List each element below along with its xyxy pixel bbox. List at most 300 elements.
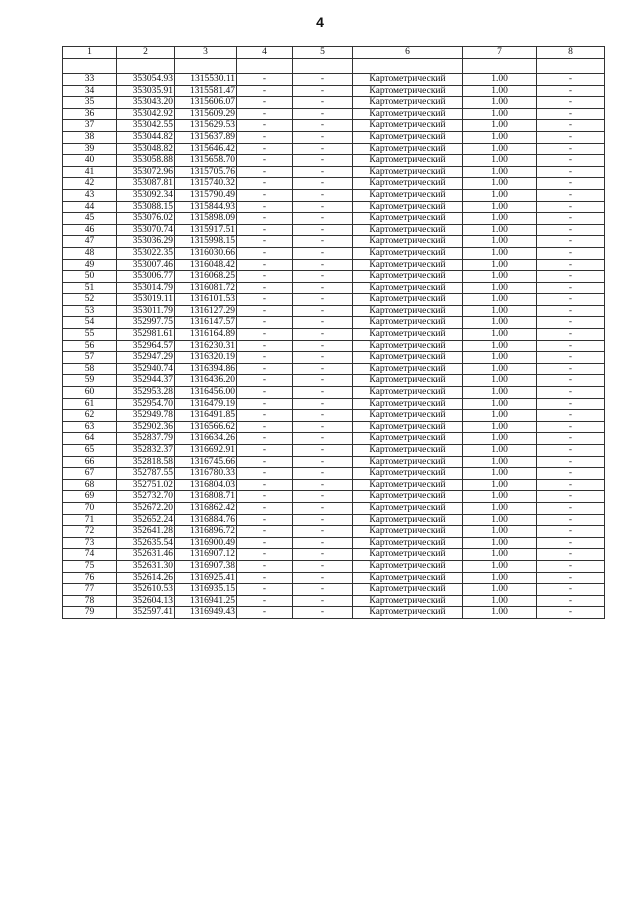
table-row	[63, 433, 605, 445]
table-cell: Картометрический	[353, 178, 463, 190]
table-cell: Картометрический	[353, 85, 463, 97]
table-cell: -	[293, 143, 353, 155]
table-cell: -	[237, 120, 293, 132]
table-cell: 1.00	[463, 247, 537, 259]
table-cell: -	[293, 456, 353, 468]
table-row	[63, 201, 605, 213]
table-cell: -	[537, 74, 605, 86]
table-cell: 72	[63, 526, 117, 538]
table-cell: 1.00	[463, 236, 537, 248]
table-cell: 39	[63, 143, 117, 155]
table-cell: -	[237, 247, 293, 259]
table-cell: -	[293, 108, 353, 120]
table-row	[63, 502, 605, 514]
table-cell: Картометрический	[353, 549, 463, 561]
table-cell: 45	[63, 213, 117, 225]
table-cell: 1315790.49	[175, 189, 237, 201]
table-cell: 353007.46	[117, 259, 175, 271]
table-cell: 352652.24	[117, 514, 175, 526]
table-row	[63, 607, 605, 619]
table-cell: -	[293, 317, 353, 329]
table-cell: -	[237, 560, 293, 572]
table-cell: 1315844.93	[175, 201, 237, 213]
table-cell: -	[293, 514, 353, 526]
table-cell: -	[293, 445, 353, 457]
table-cell: 1316101.53	[175, 294, 237, 306]
table-cell: 353044.82	[117, 131, 175, 143]
table-cell: Картометрический	[353, 224, 463, 236]
coordinates-table	[62, 46, 605, 619]
table-cell: -	[237, 410, 293, 422]
table-cell: 352837.79	[117, 433, 175, 445]
table-cell: -	[293, 410, 353, 422]
table-cell: -	[293, 491, 353, 503]
table-cell: Картометрический	[353, 456, 463, 468]
table-cell: 60	[63, 387, 117, 399]
table-cell: 78	[63, 595, 117, 607]
table-cell: -	[237, 584, 293, 596]
table-row	[63, 178, 605, 190]
table-cell: -	[237, 271, 293, 283]
table-cell: 353072.96	[117, 166, 175, 178]
table-cell: -	[537, 560, 605, 572]
table-cell: 77	[63, 584, 117, 596]
table-cell: 1.00	[463, 572, 537, 584]
table-cell: 1.00	[463, 178, 537, 190]
table-cell: -	[293, 131, 353, 143]
table-cell: 1315530.11	[175, 74, 237, 86]
table-cell: -	[237, 375, 293, 387]
table-cell: -	[537, 468, 605, 480]
table-cell: Картометрический	[353, 259, 463, 271]
column-header-4: 4	[237, 47, 293, 59]
table-cell: -	[293, 549, 353, 561]
table-cell: -	[537, 607, 605, 619]
table-cell: 1.00	[463, 271, 537, 283]
table-cell: -	[237, 155, 293, 167]
table-cell: 1315606.07	[175, 97, 237, 109]
table-cell: -	[293, 375, 353, 387]
table-cell: 1.00	[463, 421, 537, 433]
table-cell: 352981.61	[117, 329, 175, 341]
table-cell: 1315917.51	[175, 224, 237, 236]
table-cell: -	[293, 271, 353, 283]
table-row	[63, 108, 605, 120]
table-cell: 69	[63, 491, 117, 503]
table-cell: 353036.29	[117, 236, 175, 248]
table-cell: 1.00	[463, 595, 537, 607]
column-header-1: 1	[63, 47, 117, 59]
table-row	[63, 85, 605, 97]
table-cell: 1316456.00	[175, 387, 237, 399]
table-cell: Картометрический	[353, 166, 463, 178]
table-cell: -	[537, 479, 605, 491]
table-cell: -	[537, 247, 605, 259]
table-row	[63, 363, 605, 375]
table-cell: 75	[63, 560, 117, 572]
column-header-6: 6	[353, 47, 463, 59]
table-cell: 1.00	[463, 398, 537, 410]
table-cell: 353035.91	[117, 85, 175, 97]
table-cell: Картометрический	[353, 502, 463, 514]
table-cell: -	[537, 108, 605, 120]
table-cell: 1.00	[463, 224, 537, 236]
table-cell: 1315705.76	[175, 166, 237, 178]
table-cell: 47	[63, 236, 117, 248]
table-cell: 51	[63, 282, 117, 294]
table-cell: 1.00	[463, 131, 537, 143]
table-cell: -	[237, 166, 293, 178]
table-cell: Картометрический	[353, 189, 463, 201]
table-cell: -	[537, 201, 605, 213]
table-cell: 1316147.57	[175, 317, 237, 329]
table-row	[63, 143, 605, 155]
table-cell: 353092.34	[117, 189, 175, 201]
table-cell: 353014.79	[117, 282, 175, 294]
table-cell: 1.00	[463, 526, 537, 538]
table-cell: -	[237, 514, 293, 526]
table-spacer-row	[63, 59, 605, 74]
table-cell: 1.00	[463, 387, 537, 399]
table-cell: -	[293, 178, 353, 190]
table-cell: -	[537, 387, 605, 399]
table-cell: 58	[63, 363, 117, 375]
table-cell: 44	[63, 201, 117, 213]
table-cell: -	[293, 166, 353, 178]
table-cell: 65	[63, 445, 117, 457]
column-header-3: 3	[175, 47, 237, 59]
table-cell: 53	[63, 305, 117, 317]
table-cell: 67	[63, 468, 117, 480]
table-cell: 1.00	[463, 85, 537, 97]
table-row	[63, 340, 605, 352]
table-cell: Картометрический	[353, 120, 463, 132]
table-cell: 353054.93	[117, 74, 175, 86]
table-cell: Картометрический	[353, 305, 463, 317]
table-cell: 1315658.70	[175, 155, 237, 167]
table-row	[63, 549, 605, 561]
table-cell: -	[237, 398, 293, 410]
table-cell: -	[237, 85, 293, 97]
table-cell: 352672.20	[117, 502, 175, 514]
table-cell: 352997.75	[117, 317, 175, 329]
table-cell: -	[237, 143, 293, 155]
table-cell: -	[237, 259, 293, 271]
table-cell: 1.00	[463, 456, 537, 468]
table-cell: 353076.02	[117, 213, 175, 225]
table-cell: 71	[63, 514, 117, 526]
table-cell: 352902.36	[117, 421, 175, 433]
table-cell: 1.00	[463, 479, 537, 491]
table-cell: 1316230.31	[175, 340, 237, 352]
table-cell: Картометрический	[353, 468, 463, 480]
column-header-5: 5	[293, 47, 353, 59]
table-cell: 36	[63, 108, 117, 120]
table-cell: Картометрический	[353, 352, 463, 364]
table-cell: -	[237, 317, 293, 329]
table-cell: 40	[63, 155, 117, 167]
table-cell: 1.00	[463, 433, 537, 445]
table-cell: 1.00	[463, 143, 537, 155]
table-cell: 1315646.42	[175, 143, 237, 155]
table-row	[63, 352, 605, 364]
table-cell: -	[237, 537, 293, 549]
table-cell: 1315581.47	[175, 85, 237, 97]
table-row	[63, 166, 605, 178]
table-cell: 353022.35	[117, 247, 175, 259]
table-cell: Картометрический	[353, 108, 463, 120]
table-cell: Картометрический	[353, 329, 463, 341]
table-cell: 59	[63, 375, 117, 387]
table-cell: -	[293, 398, 353, 410]
table-cell: 352818.58	[117, 456, 175, 468]
table-cell: Картометрический	[353, 143, 463, 155]
table-cell: -	[537, 526, 605, 538]
table-cell: 57	[63, 352, 117, 364]
table-cell: -	[537, 85, 605, 97]
table-row	[63, 131, 605, 143]
table-cell: 352635.54	[117, 537, 175, 549]
table-cell: -	[237, 572, 293, 584]
table-cell: 1316634.26	[175, 433, 237, 445]
table-cell: 353087.81	[117, 178, 175, 190]
table-cell: Картометрический	[353, 236, 463, 248]
table-cell: 1316941.25	[175, 595, 237, 607]
table-cell: 1.00	[463, 468, 537, 480]
table-row	[63, 294, 605, 306]
table-cell: -	[237, 352, 293, 364]
table-cell: -	[293, 329, 353, 341]
table-cell: Картометрический	[353, 514, 463, 526]
table-cell: 1316030.66	[175, 247, 237, 259]
table-cell: 1316925.41	[175, 572, 237, 584]
table-cell: Картометрический	[353, 155, 463, 167]
table-cell: -	[237, 433, 293, 445]
table-cell: -	[537, 502, 605, 514]
table-row	[63, 259, 605, 271]
table-cell: 52	[63, 294, 117, 306]
table-cell: -	[537, 421, 605, 433]
table-cell: 1316804.03	[175, 479, 237, 491]
table-cell: -	[537, 352, 605, 364]
table-row	[63, 155, 605, 167]
table-cell: Картометрический	[353, 607, 463, 619]
table-cell: -	[293, 282, 353, 294]
table-cell: 1316566.62	[175, 421, 237, 433]
table-cell: 68	[63, 479, 117, 491]
table-cell: 1.00	[463, 502, 537, 514]
table-cell: 353042.92	[117, 108, 175, 120]
table-cell: 1316394.86	[175, 363, 237, 375]
table-cell: -	[537, 491, 605, 503]
table-cell: -	[293, 247, 353, 259]
table-row	[63, 445, 605, 457]
table-cell: 1316896.72	[175, 526, 237, 538]
table-cell: -	[537, 189, 605, 201]
table-cell: 1.00	[463, 213, 537, 225]
table-cell: 74	[63, 549, 117, 561]
table-cell: 1316949.43	[175, 607, 237, 619]
table-cell: 352947.29	[117, 352, 175, 364]
column-header-7: 7	[463, 47, 537, 59]
table-cell: -	[237, 178, 293, 190]
table-row	[63, 491, 605, 503]
table-cell: -	[237, 479, 293, 491]
table-cell: 37	[63, 120, 117, 132]
table-cell: 353011.79	[117, 305, 175, 317]
table-cell: 1316692.91	[175, 445, 237, 457]
table-cell: 352949.78	[117, 410, 175, 422]
table-cell: 353042.55	[117, 120, 175, 132]
table-cell: -	[537, 410, 605, 422]
table-cell: Картометрический	[353, 421, 463, 433]
table-cell: Картометрический	[353, 398, 463, 410]
table-cell: 76	[63, 572, 117, 584]
table-row	[63, 329, 605, 341]
table-cell: 1.00	[463, 340, 537, 352]
table-cell: 64	[63, 433, 117, 445]
table-cell: 352964.57	[117, 340, 175, 352]
table-cell: -	[537, 363, 605, 375]
table-cell: -	[293, 259, 353, 271]
table-cell: Картометрический	[353, 282, 463, 294]
table-cell: 1.00	[463, 294, 537, 306]
table-cell: 353048.82	[117, 143, 175, 155]
table-cell: 56	[63, 340, 117, 352]
table-cell: -	[537, 166, 605, 178]
table-cell: 1315898.09	[175, 213, 237, 225]
table-cell: -	[237, 502, 293, 514]
table-cell: Картометрический	[353, 445, 463, 457]
table-cell: 48	[63, 247, 117, 259]
table-cell: 1315998.15	[175, 236, 237, 248]
table-cell: -	[293, 526, 353, 538]
table-cell: -	[293, 433, 353, 445]
table-cell: 1316808.71	[175, 491, 237, 503]
table-cell: -	[537, 445, 605, 457]
table-cell: 1.00	[463, 537, 537, 549]
table-cell: -	[537, 537, 605, 549]
table-cell: 352641.28	[117, 526, 175, 538]
table-cell: 1.00	[463, 352, 537, 364]
table-cell: -	[237, 213, 293, 225]
table-cell: -	[537, 433, 605, 445]
table-cell: Картометрический	[353, 375, 463, 387]
table-cell: 1316164.89	[175, 329, 237, 341]
table-cell: 1.00	[463, 491, 537, 503]
column-header-2: 2	[117, 47, 175, 59]
table-cell: 62	[63, 410, 117, 422]
table-cell: Картометрический	[353, 363, 463, 375]
table-row	[63, 97, 605, 109]
table-row	[63, 213, 605, 225]
table-cell: Картометрический	[353, 271, 463, 283]
table-row	[63, 479, 605, 491]
table-cell: -	[293, 85, 353, 97]
table-cell: -	[293, 502, 353, 514]
table-cell: 66	[63, 456, 117, 468]
table-cell: -	[293, 213, 353, 225]
table-cell: -	[293, 560, 353, 572]
table-cell: Картометрический	[353, 595, 463, 607]
table-cell: -	[537, 131, 605, 143]
table-cell: 352944.37	[117, 375, 175, 387]
table-row	[63, 537, 605, 549]
table-cell: -	[237, 445, 293, 457]
table-cell: 1316907.12	[175, 549, 237, 561]
table-cell: 1.00	[463, 560, 537, 572]
table-row	[63, 526, 605, 538]
table-cell: -	[537, 259, 605, 271]
table-cell: -	[237, 456, 293, 468]
table-cell: 352953.28	[117, 387, 175, 399]
table-cell: 1.00	[463, 120, 537, 132]
table-cell: -	[293, 189, 353, 201]
table-cell: -	[293, 352, 353, 364]
table-cell: Картометрический	[353, 74, 463, 86]
table-cell: 1.00	[463, 549, 537, 561]
table-cell: -	[537, 143, 605, 155]
table-cell: 61	[63, 398, 117, 410]
table-cell: -	[237, 236, 293, 248]
table-cell: -	[293, 387, 353, 399]
table-row	[63, 74, 605, 86]
table-cell: -	[293, 201, 353, 213]
table-cell: Картометрический	[353, 97, 463, 109]
table-cell: 1.00	[463, 259, 537, 271]
table-row	[63, 387, 605, 399]
table-cell: 1.00	[463, 108, 537, 120]
table-cell: -	[537, 305, 605, 317]
table-cell: Картометрический	[353, 340, 463, 352]
table-cell: 352732.70	[117, 491, 175, 503]
table-cell: -	[237, 329, 293, 341]
table-cell: -	[237, 108, 293, 120]
table-cell: Картометрический	[353, 213, 463, 225]
table-cell: -	[237, 131, 293, 143]
table-cell: 1.00	[463, 410, 537, 422]
table-cell: -	[537, 398, 605, 410]
table-cell: -	[537, 549, 605, 561]
table-cell: -	[537, 97, 605, 109]
table-cell: 1.00	[463, 607, 537, 619]
table-cell: -	[537, 236, 605, 248]
table-cell: -	[237, 305, 293, 317]
table-cell: -	[293, 340, 353, 352]
table-cell: 38	[63, 131, 117, 143]
table-cell: -	[237, 526, 293, 538]
table-row	[63, 421, 605, 433]
table-cell: -	[293, 572, 353, 584]
table-cell: 1316127.29	[175, 305, 237, 317]
table-row	[63, 468, 605, 480]
table-cell: 1.00	[463, 166, 537, 178]
table-cell: -	[537, 155, 605, 167]
table-cell: 63	[63, 421, 117, 433]
table-cell: Картометрический	[353, 584, 463, 596]
table-cell: 49	[63, 259, 117, 271]
table-cell: 1316048.42	[175, 259, 237, 271]
table-cell: -	[537, 317, 605, 329]
table-cell: Картометрический	[353, 526, 463, 538]
table-cell: 1316081.72	[175, 282, 237, 294]
table-cell: -	[293, 479, 353, 491]
table-cell: 353006.77	[117, 271, 175, 283]
table-cell: Картометрический	[353, 131, 463, 143]
table-cell: -	[537, 329, 605, 341]
table-row	[63, 514, 605, 526]
table-header-row	[63, 47, 605, 59]
